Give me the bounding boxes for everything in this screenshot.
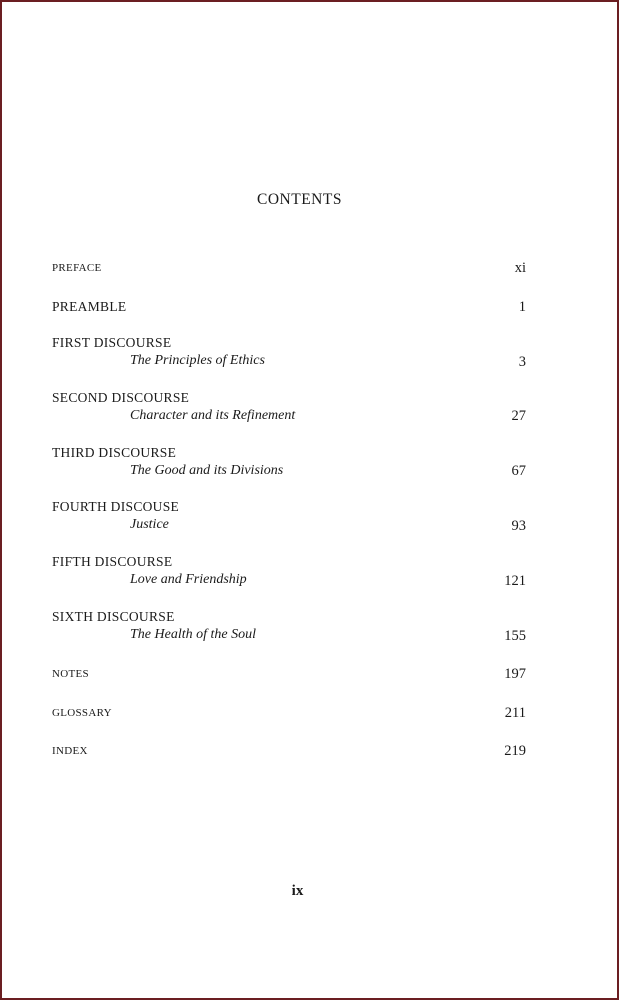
- page-title: CONTENTS: [257, 191, 342, 208]
- toc-subtitle: Justice: [130, 517, 169, 532]
- toc-heading: PREFACE: [52, 262, 102, 274]
- toc-heading: FOURTH DISCOUSE: [52, 499, 180, 514]
- toc-subtitle: The Principles of Ethics: [130, 353, 265, 368]
- toc-subtitle: The Health of the Soul: [130, 627, 256, 642]
- toc-heading: SIXTH DISCOURSE: [52, 609, 175, 624]
- toc-heading: FIRST DISCOURSE: [52, 335, 172, 350]
- toc-heading: FIFTH DISCOURSE: [52, 554, 173, 569]
- toc-page-number: 27: [511, 408, 526, 424]
- toc-heading: PREAMBLE: [52, 299, 127, 314]
- toc-subtitle: The Good and its Divisions: [130, 463, 284, 478]
- toc-page-number: xi: [514, 260, 526, 276]
- toc-page-number: 67: [511, 463, 526, 479]
- toc-heading: SECOND DISCOURSE: [52, 390, 190, 405]
- toc-page-number: 211: [504, 705, 526, 721]
- toc-heading: THIRD DISCOURSE: [52, 445, 177, 460]
- toc-page-number: 219: [504, 743, 526, 759]
- toc-page-number: 3: [518, 354, 526, 370]
- toc-page-number: 197: [504, 666, 526, 682]
- toc-heading: NOTES: [52, 668, 89, 680]
- toc-subtitle: Character and its Refinement: [130, 408, 296, 423]
- toc-subtitle: Love and Friendship: [130, 572, 247, 587]
- toc-page-number: 121: [504, 573, 526, 589]
- toc-page-number: 155: [504, 628, 526, 644]
- toc-heading: GLOSSARY: [52, 707, 112, 719]
- toc-page-number: 1: [518, 299, 526, 315]
- toc-heading: INDEX: [52, 745, 88, 757]
- toc-page-number: 93: [511, 518, 526, 534]
- page-folio: ix: [291, 883, 304, 899]
